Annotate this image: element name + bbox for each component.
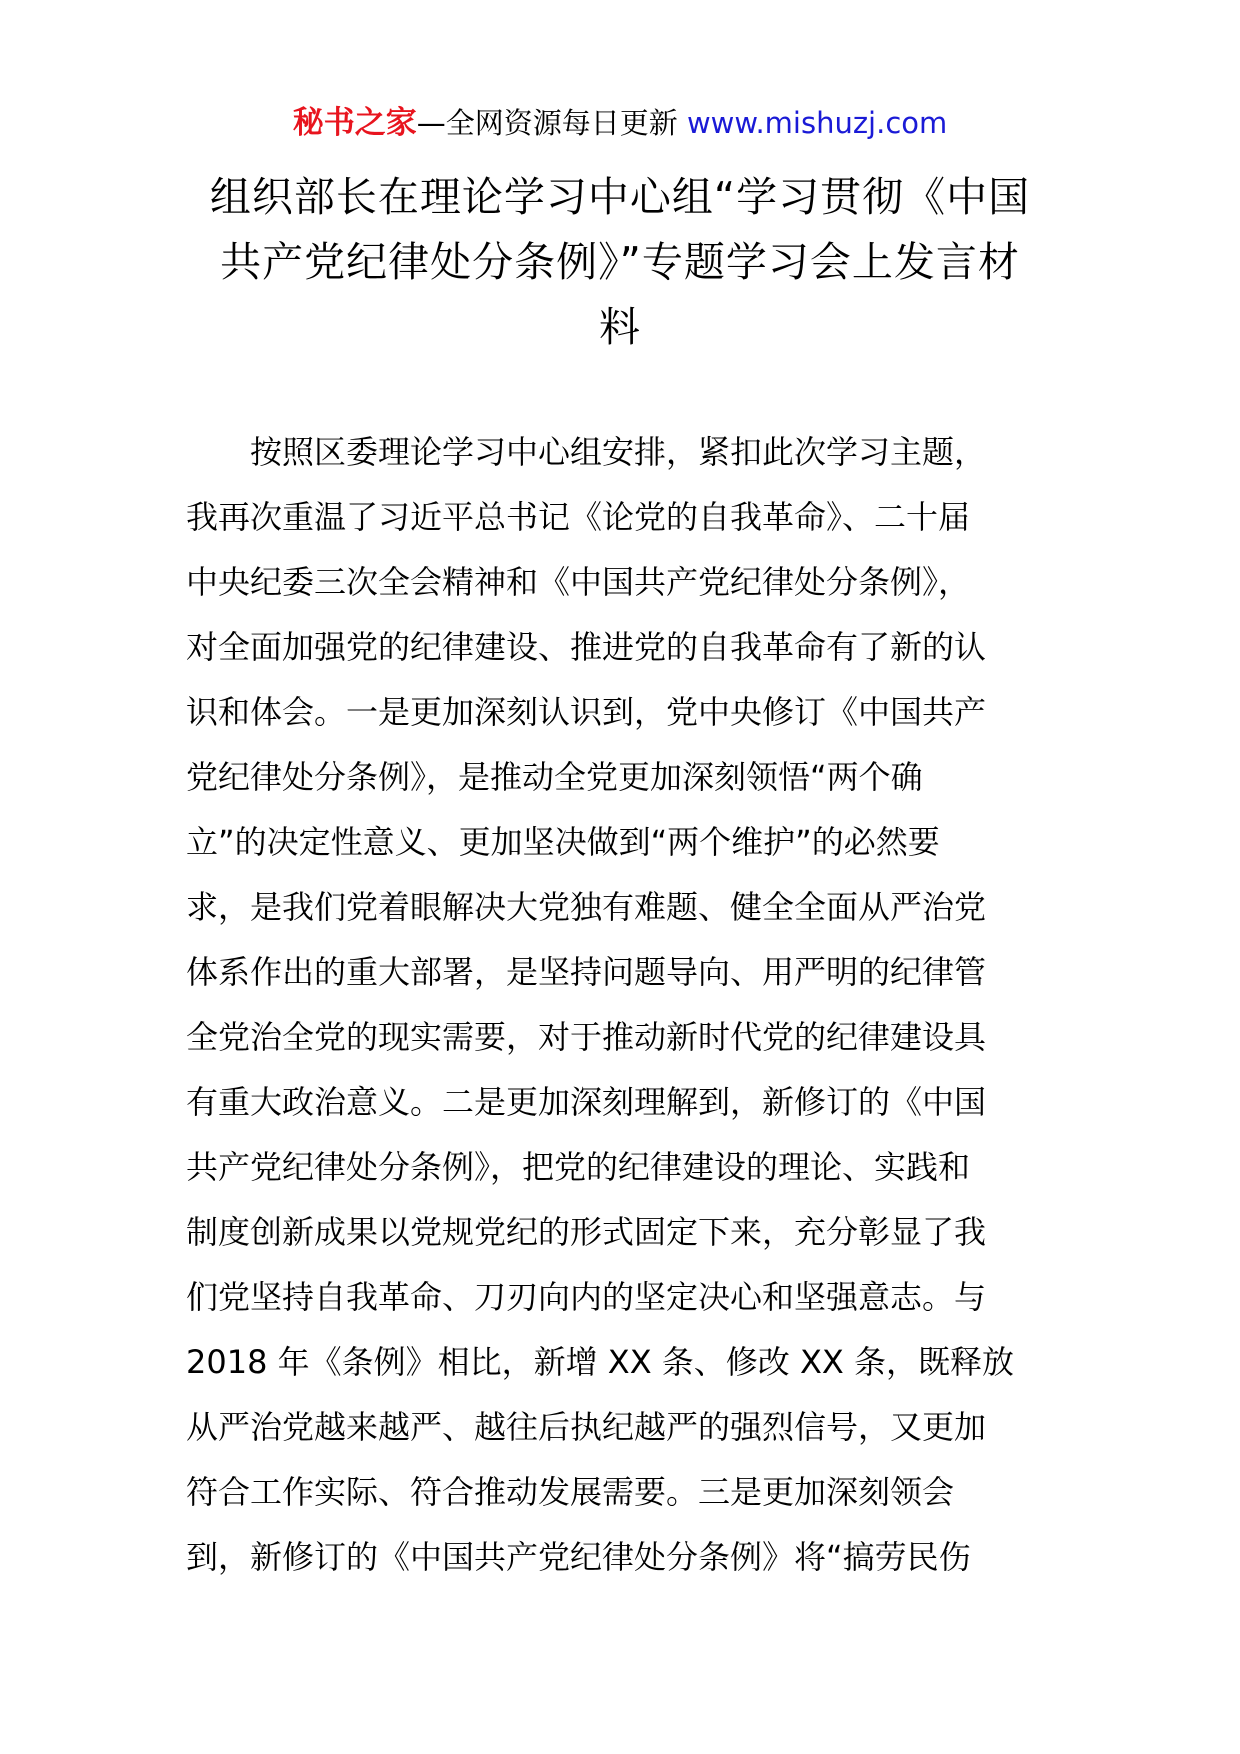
body-line: 符合工作实际、符合推动发展需要。三是更加深刻领会	[186, 1473, 955, 1511]
title-line: 料	[599, 303, 641, 351]
brand-name: 秘书之家	[292, 105, 417, 141]
body-line: 制度创新成果以党规党纪的形式固定下来，充分彰显了我	[186, 1213, 987, 1251]
body-line: 从严治党越来越严、越往后执纪越严的强烈信号，又更加	[186, 1408, 987, 1446]
header-tagline: —全网资源每日更新	[416, 106, 678, 140]
document-body	[186, 420, 1066, 1590]
body-line: 有重大政治意义。二是更加深刻理解到，新修订的《中国	[186, 1083, 987, 1121]
body-line: 全党治全党的现实需要，对于推动新时代党的纪律建设具	[186, 1018, 987, 1056]
body-line: 共产党纪律处分条例》，把党的纪律建设的理论、实践和	[186, 1148, 971, 1186]
body-line: 们党坚持自我革命、刀刃向内的坚定决心和坚强意志。与	[186, 1278, 987, 1316]
body-line: 求，是我们党着眼解决大党独有难题、健全全面从严治党	[186, 888, 987, 926]
body-line: 到，新修订的《中国共产党纪律处分条例》将“搞劳民伤	[186, 1538, 971, 1576]
body-line: 2018 年《条例》相比，新增 XX 条、修改 XX 条，既释放	[186, 1343, 1014, 1381]
body-line: 体系作出的重大部署，是坚持问题导向、用严明的纪律管	[186, 953, 987, 991]
body-line: 识和体会。一是更加深刻认识到，党中央修订《中国共产	[186, 693, 987, 731]
body-line: 立”的决定性意义、更加坚决做到“两个维护”的必然要	[186, 823, 940, 861]
document-title	[180, 165, 1060, 360]
body-line: 我再次重温了习近平总书记《论党的自我革命》、二十届	[186, 498, 971, 536]
title-line: 共产党纪律处分条例》”专题学习会上发言材	[220, 238, 1020, 286]
body-line: 对全面加强党的纪律建设、推进党的自我革命有了新的认	[186, 628, 987, 666]
site-url-link[interactable]: www.mishuzj.com	[686, 106, 948, 140]
body-line: 按照区委理论学习中心组安排，紧扣此次学习主题，	[186, 433, 987, 471]
body-line: 中央纪委三次全会精神和《中国共产党纪律处分条例》，	[186, 563, 971, 601]
body-line: 党纪律处分条例》，是推动全党更加深刻领悟“两个确	[186, 758, 923, 796]
title-line: 组织部长在理论学习中心组“学习贯彻《中国	[209, 173, 1031, 221]
site-header	[0, 100, 1240, 146]
